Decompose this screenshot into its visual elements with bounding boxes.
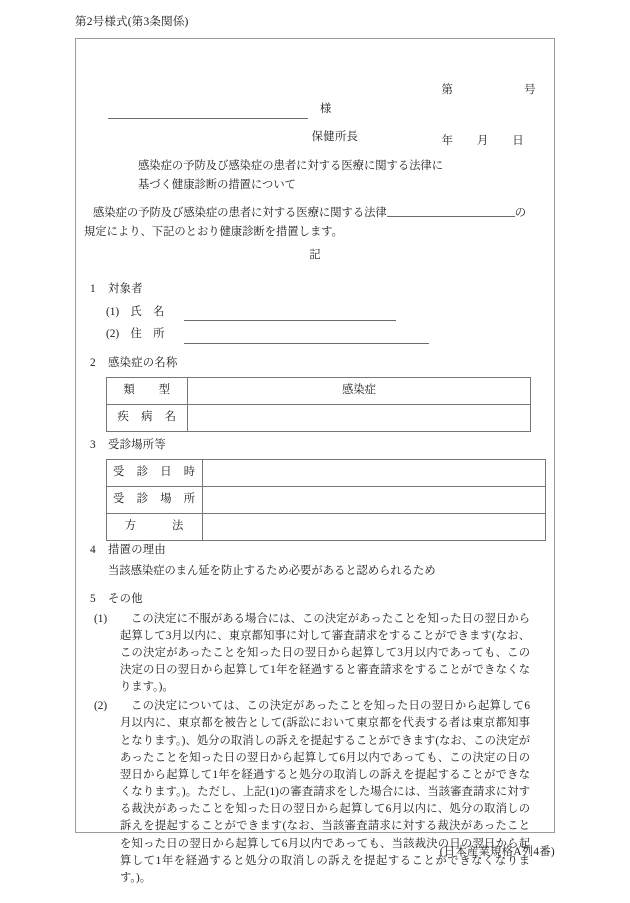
addressee-honorific: 様 — [320, 103, 332, 115]
section-2-number: 2 — [90, 357, 96, 369]
table-row — [107, 404, 531, 431]
form-number-caption: 第2号様式(第3条関係) — [75, 16, 189, 28]
document-title — [138, 157, 538, 194]
examination-method-value[interactable] — [202, 513, 545, 540]
section-3-number: 3 — [90, 439, 96, 451]
table-row — [107, 513, 546, 540]
paper-size-note: (日本産業規格A列4番) — [439, 846, 555, 858]
lead-line2: 規定により、下記のとおり健康診断を措置します。 — [84, 225, 343, 238]
disease-label: 疾 病 名 — [107, 404, 188, 431]
examination-place-value[interactable] — [202, 486, 545, 513]
section-1-number: 1 — [90, 283, 96, 295]
addressee-row — [108, 101, 331, 119]
disease-name-table — [106, 377, 531, 432]
examination-method-label: 方 法 — [107, 513, 203, 540]
table-row — [107, 377, 531, 404]
addressee-name-field[interactable] — [108, 105, 308, 119]
lead-text-before: 感染症の予防及び感染症の患者に対する医療に関する法律 — [93, 207, 387, 219]
subject-address-row — [90, 326, 429, 344]
document-title-line2: 基づく健康診断の措置について — [138, 178, 296, 191]
note-1-marker: (1) — [94, 612, 108, 625]
law-article-field[interactable] — [387, 204, 515, 217]
note-item-1 — [90, 611, 530, 697]
examination-datetime-value[interactable] — [202, 459, 545, 486]
subject-name-row — [90, 304, 429, 322]
section-subject-person — [90, 281, 429, 344]
table-row — [107, 486, 546, 513]
section-disease-name — [90, 355, 531, 432]
disease-type-label: 類 型 — [107, 377, 188, 404]
note-2-text: この決定については、この決定があったことを知った日の翌日から起算して6月以内に、東京都を被告として(訴訟において東京都を代表する者は東京都知事となります。)、処分の取消しの訴えを提起することができます(なお、この決定があったことを知った日の翌日から起算して6月以内であっても、この決定の日の翌日から起算して1年を経過すると処分の取消しの訴えを提起することができなくなります。)。ただし、上記(1)の審査請求をした場合には、当該審査請求に対する裁決があったことを知った日の翌日から起算して6月以内に、処分の取消しの訴えを提起することができます(なお、当該審査請求に対する裁決があったことを知った日の翌日から起算して6月以内であっても、当該裁決の日の翌日から起算して1年を経過すると処分の取消しの訴えを提起することができなくなります。)。 — [120, 700, 530, 884]
examination-place-label: 受 診 場 所 — [107, 486, 203, 513]
subject-address-field[interactable] — [184, 330, 429, 344]
document-number-line: 第 号 — [441, 83, 536, 96]
section-2-heading: 感染症の名称 — [108, 357, 178, 369]
disease-type-value[interactable]: 感染症 — [188, 377, 531, 404]
section-5-number: 5 — [90, 593, 96, 605]
lead-paragraph — [84, 204, 550, 241]
note-2-marker: (2) — [94, 700, 108, 713]
document-title-line1: 感染症の予防及び感染症の患者に対する医療に関する法律に — [138, 160, 444, 172]
section-5-heading: その他 — [108, 593, 143, 605]
section-1-heading: 対象者 — [108, 283, 143, 295]
note-1-text: この決定に不服がある場合には、この決定があったことを知った日の翌日から起算して3月以内に、東京都知事に対して審査請求をすることができます(なお、この決定があったことを知った日の翌日から起算して3月以内であっても、この決定の日の翌日から起算して1年を経過すると審査請求をすることができなくなります。)。 — [120, 612, 530, 694]
subject-name-label: (1) 氏 名 — [106, 305, 165, 318]
section-4-number: 4 — [90, 544, 96, 556]
examination-datetime-label: 受 診 日 時 — [107, 459, 203, 486]
document-date-line: 年 月 日 — [441, 134, 525, 147]
ki-marker: 記 — [309, 249, 321, 261]
lead-text-after: の — [514, 207, 527, 219]
subject-name-field[interactable] — [184, 307, 396, 321]
section-examination-details — [90, 437, 546, 541]
section-4-heading: 措置の理由 — [108, 544, 166, 556]
disease-value[interactable] — [188, 404, 531, 431]
section-measure-reason — [90, 542, 436, 580]
examination-details-table — [106, 459, 546, 541]
measure-reason-text: 当該感染症のまん延を防止するため必要があると認められるため — [108, 564, 436, 577]
issuer-title: 保健所長 — [311, 131, 359, 143]
subject-address-label: (2) 住 所 — [106, 328, 165, 340]
section-3-heading: 受診場所等 — [108, 439, 166, 451]
table-row — [107, 459, 546, 486]
